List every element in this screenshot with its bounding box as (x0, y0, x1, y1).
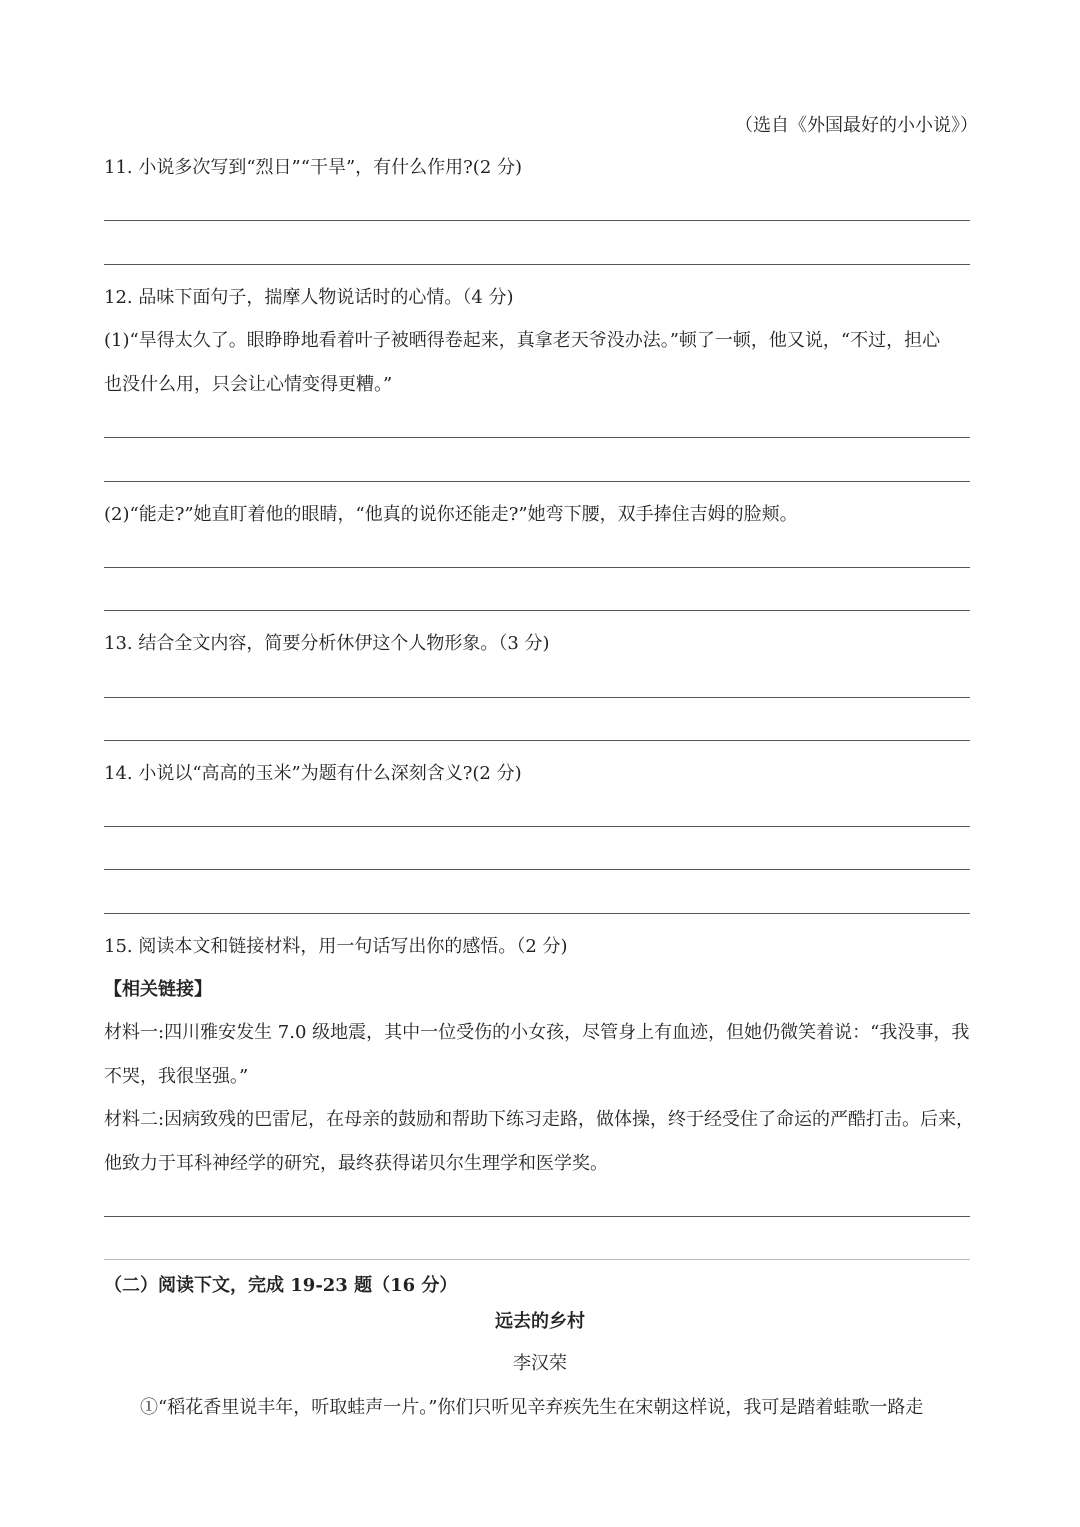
question-12-part2: (2)“能走?”她直盯着他的眼睛，“他真的说你还能走?”她弯下腰，双手捧住吉姆的脸颊。 (104, 504, 798, 525)
article-author: 李汉荣 (513, 1353, 567, 1374)
question-15: 15. 阅读本文和链接材料，用一句话写出你的感悟。（2 分) (104, 936, 568, 957)
related-link-header: 【相关链接】 (104, 979, 212, 1000)
answer-line (104, 740, 970, 741)
answer-line (104, 1216, 970, 1217)
question-11: 11. 小说多次写到“烈日”“干旱”，有什么作用?(2 分) (104, 157, 523, 178)
question-14: 14. 小说以“高高的玉米”为题有什么深刻含义?(2 分) (104, 763, 522, 784)
question-12-part1-line2: 也没什么用，只会让心情变得更糟。” (104, 374, 393, 395)
material-2-line2: 他致力于耳科神经学的研究，最终获得诺贝尔生理学和医学奖。 (104, 1153, 608, 1174)
article-title: 远去的乡村 (495, 1311, 585, 1332)
answer-line (104, 610, 970, 611)
answer-line (104, 567, 970, 568)
section-2-intro: （二）阅读下文，完成 19-23 题（16 分） (104, 1275, 458, 1296)
question-12-part1-line1: (1)“旱得太久了。眼睁睁地看着叶子被晒得卷起来，真拿老天爷没办法。”顿了一顿，他又说，“不过，担心 (104, 330, 941, 351)
answer-line (104, 826, 970, 827)
question-12: 12. 品味下面句子，揣摩人物说话时的心情。（4 分) (104, 287, 514, 308)
material-1-line1: 材料一:四川雅安发生 7.0 级地震，其中一位受伤的小女孩，尽管身上有血迹，但她仍微笑着说：“我没事，我 (104, 1022, 970, 1043)
answer-line (104, 220, 970, 221)
answer-line (104, 481, 970, 482)
material-2-line1: 材料二:因病致残的巴雷尼，在母亲的鼓励和帮助下练习走路，做体操，终于经受住了命运的严酷打击。后来， (104, 1109, 975, 1130)
article-paragraph-1: ①“稻花香里说丰年，听取蛙声一片。”你们只听见辛弃疾先生在宋朝这样说，我可是踏着蛙歌一路走 (140, 1397, 924, 1418)
answer-line (104, 869, 970, 870)
question-13: 13. 结合全文内容，简要分析休伊这个人物形象。（3 分) (104, 633, 550, 654)
answer-line (104, 437, 970, 438)
material-1-line2: 不哭，我很坚强。” (104, 1066, 249, 1087)
source-note: （选自《外国最好的小小说》） (735, 115, 978, 136)
answer-line (104, 697, 970, 698)
section-divider (104, 1259, 970, 1260)
answer-line (104, 264, 970, 265)
answer-line (104, 913, 970, 914)
